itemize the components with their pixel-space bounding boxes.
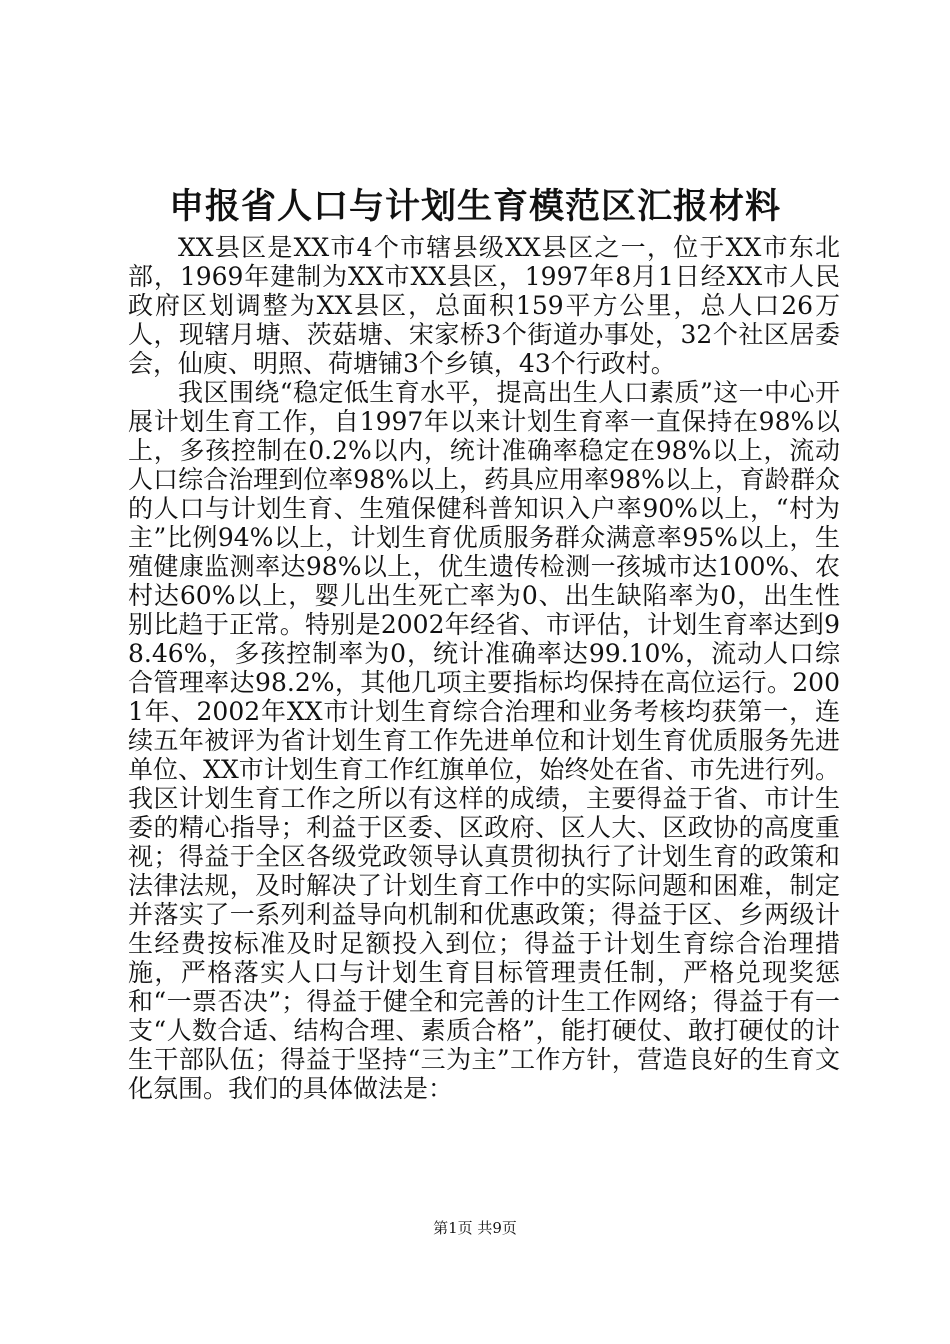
document-title: 申报省人口与计划生育模范区汇报材料 <box>168 187 781 227</box>
paragraph-intro: XX县区是XX市4个市辖县级XX县区之一，位于XX市东北部，1969年建制为XX市XX县区，1997年8月1日经XX市人民政府区划调整为XX县区，总面积159平方公里，总人口26万人，现辖月塘、茨菇塘、宋家桥3个街道办事处，32个社区居委会，仙庾、明照、荷塘铺3个乡镇，43个行政村。 <box>128 233 840 378</box>
page-number-footer: 第1页 共9页 <box>433 1219 517 1237</box>
document-body <box>128 233 840 1103</box>
paragraph-achievements: 我区围绕“稳定低生育水平，提高出生人口素质”这一中心开展计划生育工作，自1997年以来计划生育率一直保持在98%以上，多孩控制在0.2%以内，统计准确率稳定在98%以上，流动人口综合治理到位率98%以上，药具应用率98%以上，育龄群众的人口与计划生育、生殖保健科普知识入户率90%以上，“村为主”比例94%以上，计划生育优质服务群众满意率95%以上，生殖健康监测率达98%以上，优生遗传检测一孩城市达100%、农村达60%以上，婴儿出生死亡率为0、出生缺陷率为0，出生性别比趋于正常。特别是2002年经省、市评估，计划生育率达到98.46%，多孩控制率为0，统计准确率达99.10%，流动人口综合管理率达98.2%，其他几项主要指标均保持在高位运行。2001年、2002年XX市计划生育综合治理和业务考核均获第一，连续五年被评为省计划生育工作先进单位和计划生育优质服务先进单位、XX市计划生育工作红旗单位，始终处在省、市先进行列。我区计划生育工作之所以有这样的成绩，主要得益于省、市计生委的精心指导；利益于区委、区政府、区人大、区政协的高度重视；得益于全区各级党政领导认真贯彻执行了计划生育的政策和法律法规，及时解决了计划生育工作中的实际问题和困难，制定并落实了一系列利益导向机制和优惠政策；得益于区、乡两级计生经费按标准及时足额投入到位；得益于计划生育综合治理措施，严格落实人口与计划生育目标管理责任制，严格兑现奖惩和“一票否决”；得益于健全和完善的计生工作网络；得益于有一支“人数合适、结构合理、素质合格”，能打硬仗、敢打硬仗的计生干部队伍；得益于坚持“三为主”工作方针，营造良好的生育文化氛围。我们的具体做法是： <box>128 378 840 1103</box>
